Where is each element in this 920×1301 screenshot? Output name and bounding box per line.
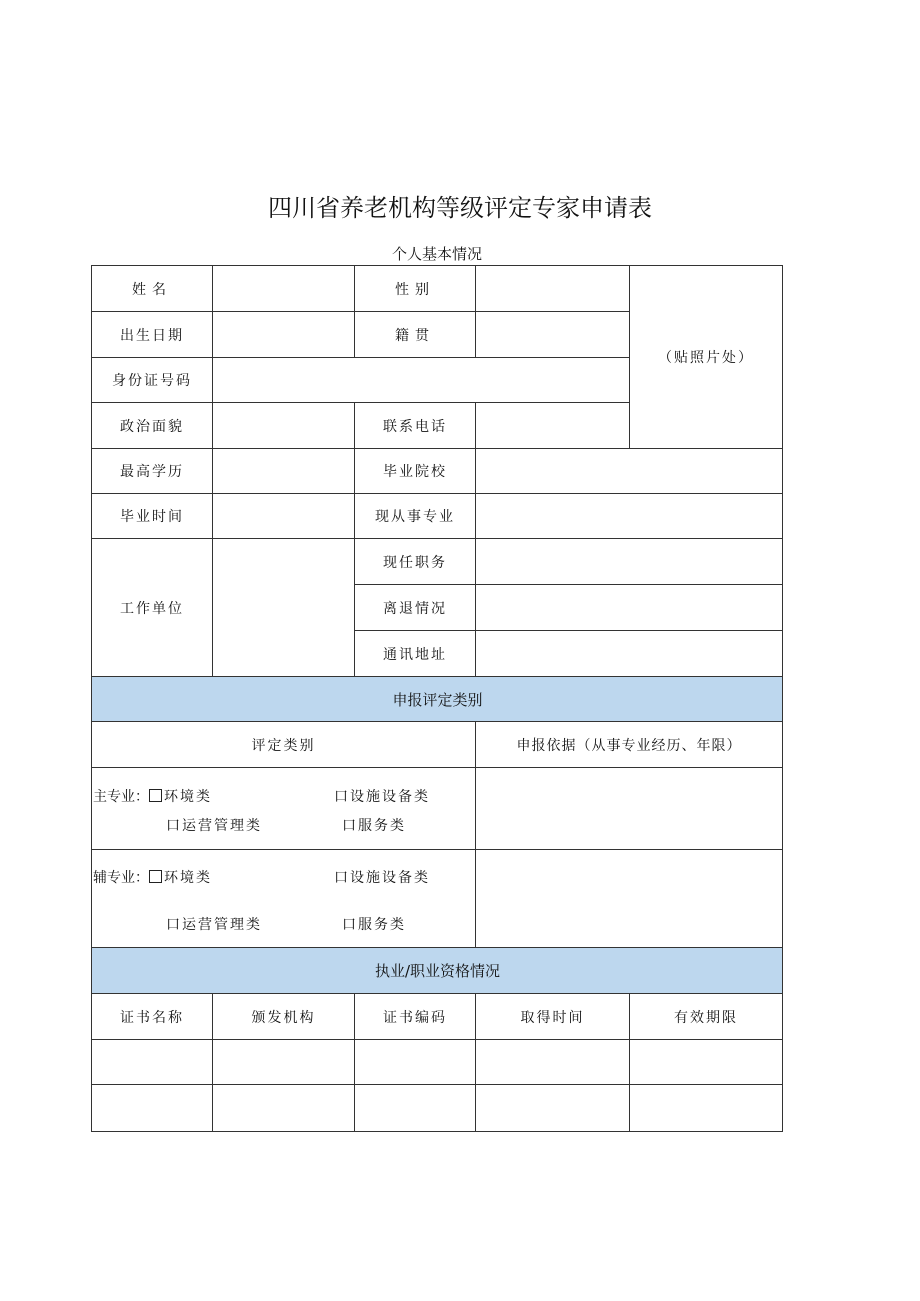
cert-row-2-code[interactable] — [355, 1085, 475, 1131]
cert-row-1-validity[interactable] — [630, 1040, 782, 1084]
address-field[interactable] — [476, 631, 782, 676]
native-label: 籍贯 — [395, 327, 435, 344]
phone-label: 联系电话 — [383, 418, 447, 435]
main-basis-field[interactable] — [476, 768, 782, 849]
photo-placeholder: （贴照片处） — [658, 350, 754, 366]
education-field[interactable] — [213, 449, 354, 493]
major-label: 现从事专业 — [375, 509, 455, 525]
education-label: 最高学历 — [120, 464, 184, 480]
cert-row-1-issuer[interactable] — [213, 1040, 354, 1084]
page-title: 四川省养老机构等级评定专家申请表 — [268, 194, 652, 222]
main-specialty-service[interactable]: 口服务类 — [342, 818, 406, 834]
id-label: 身份证号码 — [112, 373, 192, 389]
gender-label: 性别 — [395, 281, 435, 298]
cert-row-2-name[interactable] — [92, 1085, 212, 1131]
cert-header-code: 证书编码 — [383, 1009, 447, 1026]
cert-row-2-date[interactable] — [476, 1085, 629, 1131]
political-label: 政治面貌 — [120, 418, 184, 435]
cert-header-issuer: 颁发机构 — [251, 1009, 316, 1026]
option-label: 环境类 — [164, 789, 212, 805]
main-specialty-prefix: 主专业： — [93, 789, 149, 805]
section-personal-heading: 个人基本情况 — [391, 245, 482, 263]
minor-specialty-prefix: 辅专业： — [93, 870, 149, 886]
school-field[interactable] — [476, 449, 782, 493]
checkbox-icon[interactable] — [149, 789, 162, 802]
cert-row-1-date[interactable] — [476, 1040, 629, 1084]
grad-time-field[interactable] — [213, 494, 354, 538]
birth-label: 出生日期 — [120, 327, 184, 344]
name-label: 姓名 — [132, 281, 172, 298]
table-rule — [91, 1131, 783, 1132]
basis-col-header: 申报依据（从事专业经历、年限） — [516, 737, 742, 754]
minor-basis-field[interactable] — [476, 850, 782, 947]
address-label: 通讯地址 — [383, 646, 447, 663]
option-label: 环境类 — [164, 870, 212, 886]
birth-field[interactable] — [213, 312, 354, 357]
category-col-header: 评定类别 — [251, 737, 316, 754]
minor-specialty-ops[interactable]: 口运营管理类 — [166, 917, 262, 933]
section-category-heading: 申报评定类别 — [392, 690, 483, 709]
section-cert-heading: 执业/职业资格情况 — [374, 962, 501, 980]
minor-specialty-facility[interactable]: 口设施设备类 — [334, 870, 430, 886]
grad-time-label: 毕业时间 — [120, 509, 184, 525]
main-specialty-facility[interactable]: 口设施设备类 — [334, 789, 430, 805]
native-field[interactable] — [476, 312, 629, 357]
phone-field[interactable] — [476, 403, 629, 448]
retire-label: 离退情况 — [383, 600, 447, 617]
political-field[interactable] — [213, 403, 354, 448]
position-label: 现任职务 — [383, 554, 447, 571]
cert-row-2-issuer[interactable] — [213, 1085, 354, 1131]
school-label: 毕业院校 — [383, 464, 447, 480]
checkbox-icon[interactable] — [149, 870, 162, 883]
position-field[interactable] — [476, 539, 782, 584]
cert-row-2-validity[interactable] — [630, 1085, 782, 1131]
name-field[interactable] — [213, 266, 354, 311]
cert-header-date: 取得时间 — [520, 1009, 585, 1026]
major-field[interactable] — [476, 494, 782, 538]
cert-row-1-code[interactable] — [355, 1040, 475, 1084]
minor-specialty-env[interactable] — [93, 867, 212, 887]
id-field[interactable] — [213, 358, 629, 402]
cert-row-1-name[interactable] — [92, 1040, 212, 1084]
gender-field[interactable] — [476, 266, 629, 311]
main-specialty-ops[interactable]: 口运营管理类 — [166, 818, 262, 834]
work-unit-label: 工作单位 — [120, 600, 184, 617]
cert-header-validity: 有效期限 — [674, 1009, 738, 1026]
main-specialty-env[interactable] — [93, 786, 212, 806]
work-unit-field[interactable] — [213, 539, 354, 676]
table-rule — [782, 265, 783, 677]
retire-field[interactable] — [476, 585, 782, 630]
cert-header-name: 证书名称 — [120, 1009, 184, 1026]
minor-specialty-service[interactable]: 口服务类 — [342, 917, 406, 933]
table-rule — [782, 676, 783, 1132]
